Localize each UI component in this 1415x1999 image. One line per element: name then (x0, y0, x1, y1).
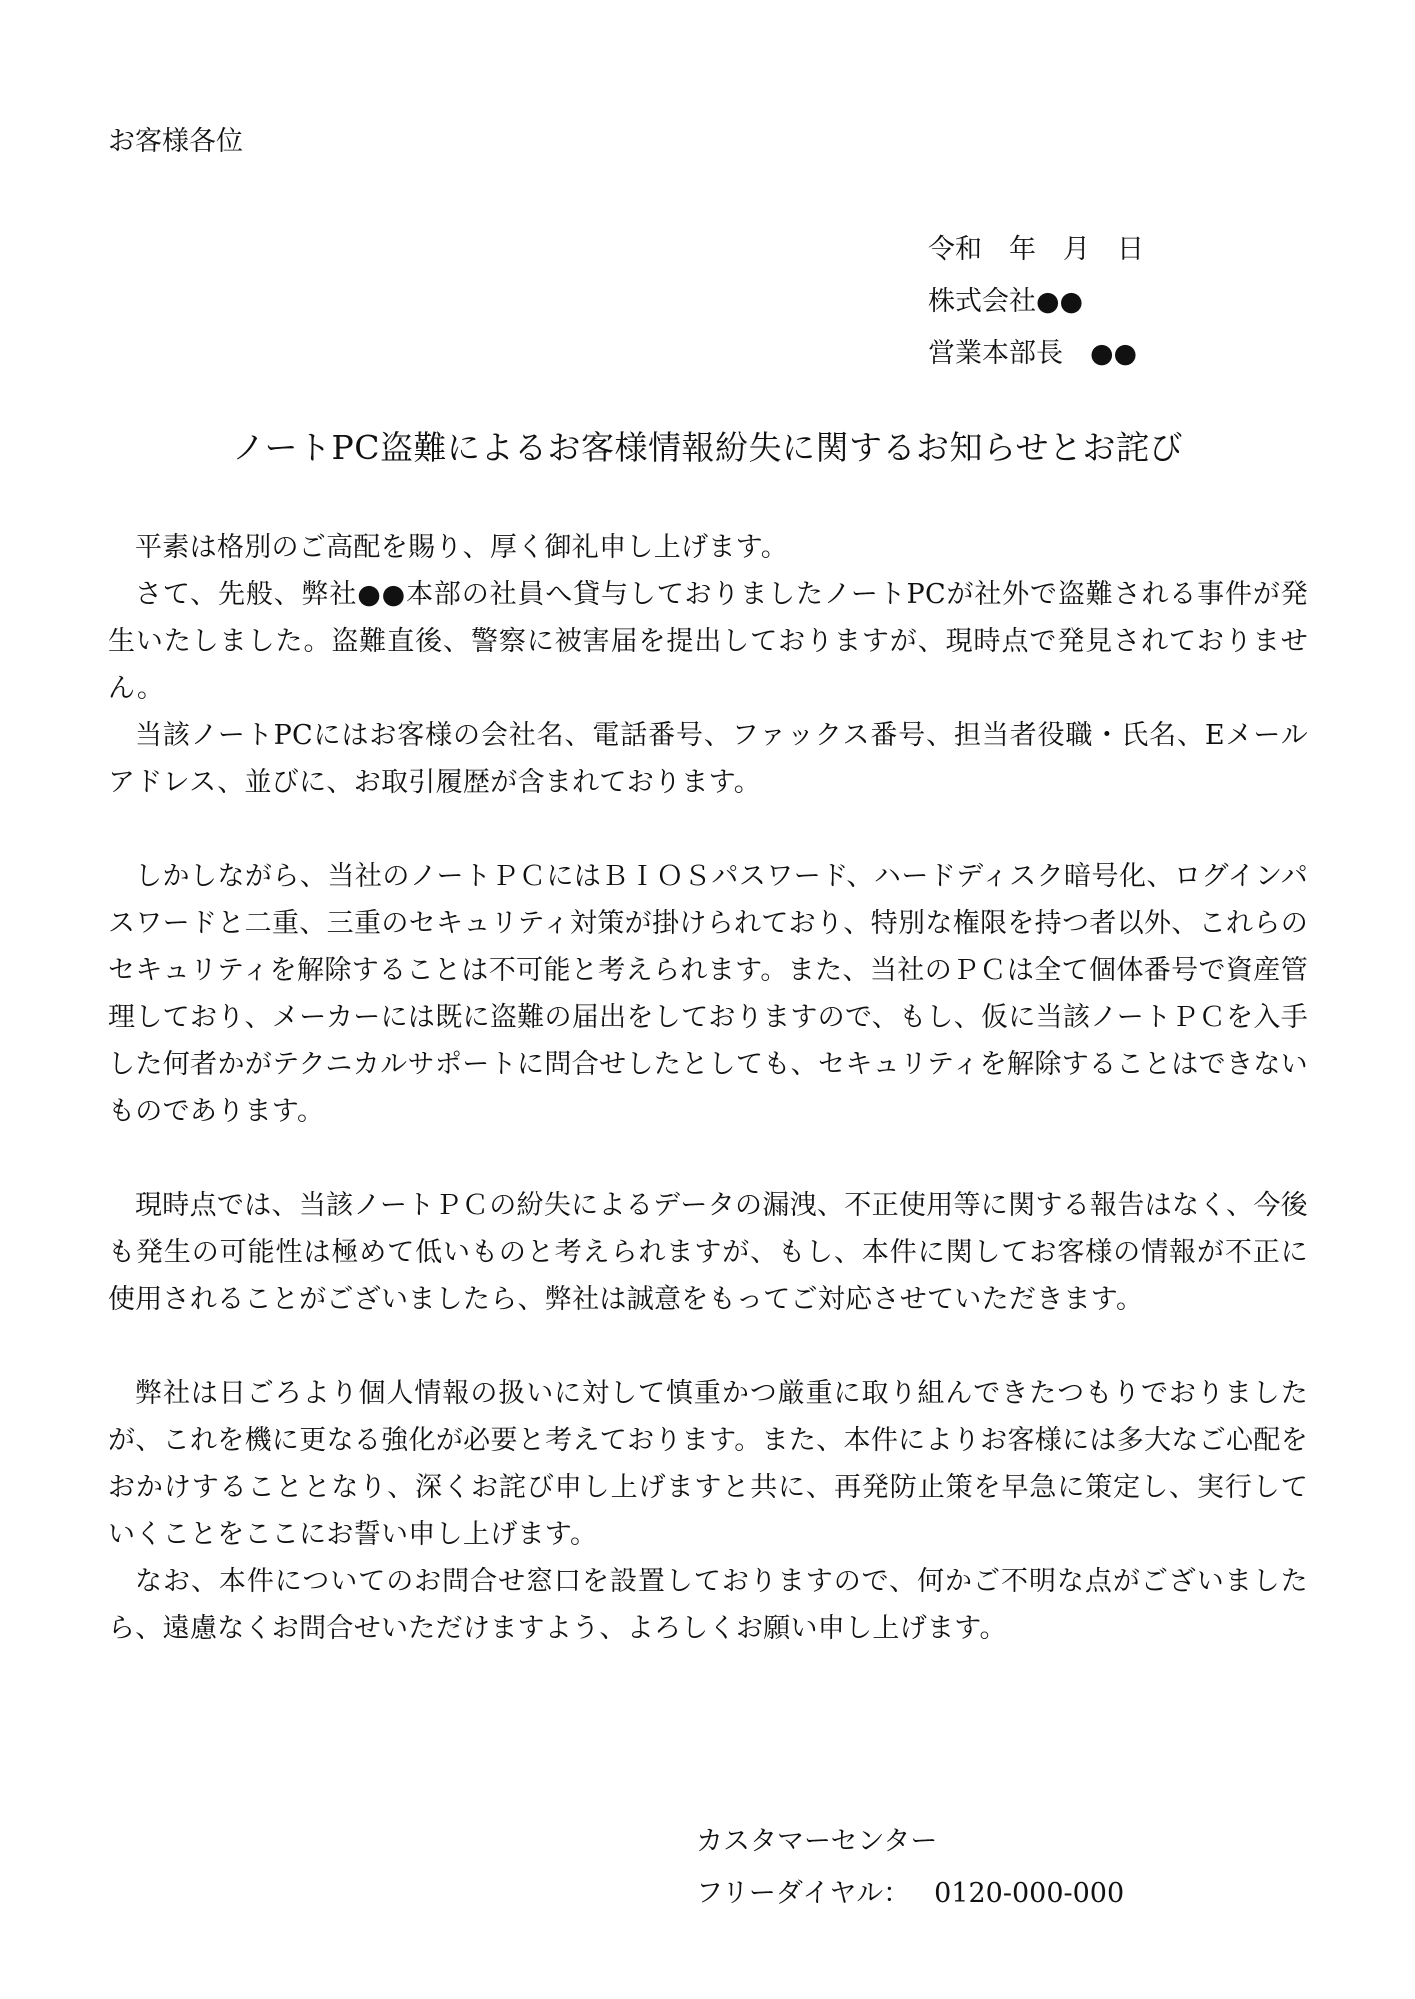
letter-date: 令和 年 月 日 (928, 234, 1144, 265)
customer-center: カスタマーセンター (696, 1826, 938, 1857)
paragraph-security: しかしながら、当社のノートＰＣにはＢＩＯＳパスワード、ハードディスク暗号化、ログインパスワードと二重、三重のセキュリティ対策が掛けられており、特別な権限を持つ者以外、これらのセキュリティを解除することは不可能と考えられます。また、当社のＰＣは全て個体番号で資産管理しており、メーカーには既に盗難の届出をしておりますので、もし、仮に当該ノートＰＣを入手した何者かがテクニカルサポートに問合せしたとしても、セキュリティを解除することはできないものであります。 (108, 861, 1308, 1127)
paragraph-greeting: 平素は格別のご高配を賜り、厚く御礼申し上げます。 (135, 532, 789, 563)
paragraph-spacer (108, 806, 1308, 853)
paragraph-spacer (108, 1323, 1308, 1370)
paragraph-data-contents: 当該ノートPCにはお客様の会社名、電話番号、ファックス番号、担当者役職・氏名、Eメールアドレス、並びに、お取引履歴が含まれております。 (108, 720, 1308, 798)
addressee: お客様各位 (108, 126, 243, 157)
paragraph-current-status: 現時点では、当該ノートＰＣの紛失によるデータの漏洩、不正使用等に関する報告はなく、今後も発生の可能性は極めて低いものと考えられますが、もし、本件に関してお客様の情報が不正に使用されることがございましたら、弊社は誠意をもってご対応させていただきます。 (108, 1190, 1308, 1315)
contact-block (696, 1816, 1124, 1920)
free-dial-label: フリーダイヤル： (696, 1878, 911, 1909)
free-dial-line (696, 1868, 1124, 1920)
paragraph-inquiry: なお、本件についてのお問合せ窓口を設置しておりますので、何かご不明な点がございましたら、遠慮なくお問合せいただけますよう、よろしくお願い申し上げます。 (108, 1566, 1308, 1644)
paragraph-spacer (108, 1135, 1308, 1182)
paragraph-incident: さて、先般、弊社●●本部の社員へ貸与しておりましたノートPCが社外で盗難される事件が発生いたしました。盗難直後、警察に被害届を提出しておりますが、現時点で発見されておりません。 (108, 579, 1308, 704)
paragraph-apology: 弊社は日ごろより個人情報の扱いに対して慎重かつ厳重に取り組んできたつもりでおりましたが、これを機に更なる強化が必要と考えております。また、本件によりお客様には多大なご心配をおかけすることとなり、深くお詫び申し上げますと共に、再発防止策を早急に策定し、実行していくことをここにお誓い申し上げます。 (108, 1378, 1308, 1550)
sender-block (928, 224, 1144, 380)
department-head: 営業本部長 ●● (928, 338, 1138, 369)
letter-body (108, 524, 1308, 1652)
free-dial-number: 0120-000-000 (934, 1878, 1125, 1909)
letter-title: ノートPC盗難によるお客様情報紛失に関するお知らせとお詫び (232, 428, 1183, 467)
company-name: 株式会社●● (928, 286, 1084, 317)
